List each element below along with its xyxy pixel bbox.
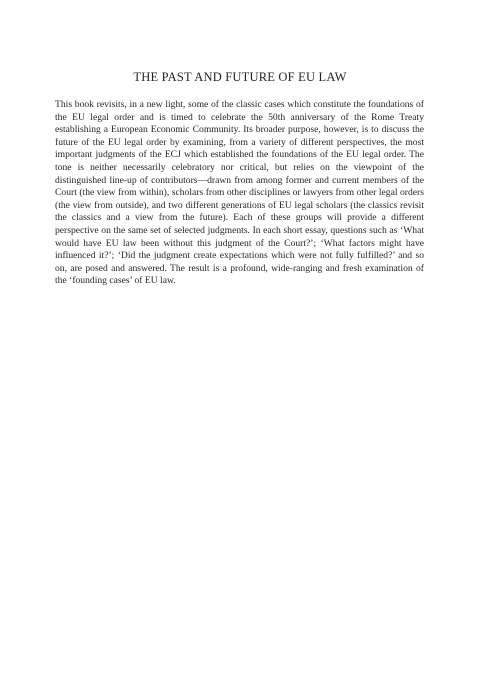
page-title: THE PAST AND FUTURE OF EU LAW — [133, 70, 347, 84]
blurb-paragraph: This book revisits, in a new light, some of the classic cases which constitute the foundations of the EU legal order and is timed to celebrate the 50th anniversary of the Rome Treaty establishing a European Economic Community. Its broader purpose, however, is to discuss the future of the EU legal order by examining, from a variety of different perspectives, the most important judgments of the ECJ which established the foundations of the EU legal order. The tone is neither necessarily celebratory nor critical, but relies on the viewpoint of the distinguished line-up of contributors—drawn from among former and current members of the Court (the view from within), scholars from other disciplines or lawyers from other legal orders (the view from outside), and two different generations of EU legal scholars (the classics revisit the classics and a view from the future). Each of these groups will provide a different perspective on the same set of selected judgments. In each short essay, questions such as ‘What would have EU law been without this judgment of the Court?’; ‘What factors might have influenced it?’; ‘Did the judgment create expectations which were not fully fulfilled?’ and so on, are posed and answered. The result is a profound, wide-ranging and fresh examination of the ‘founding cases’ of EU law. — [55, 99, 424, 287]
